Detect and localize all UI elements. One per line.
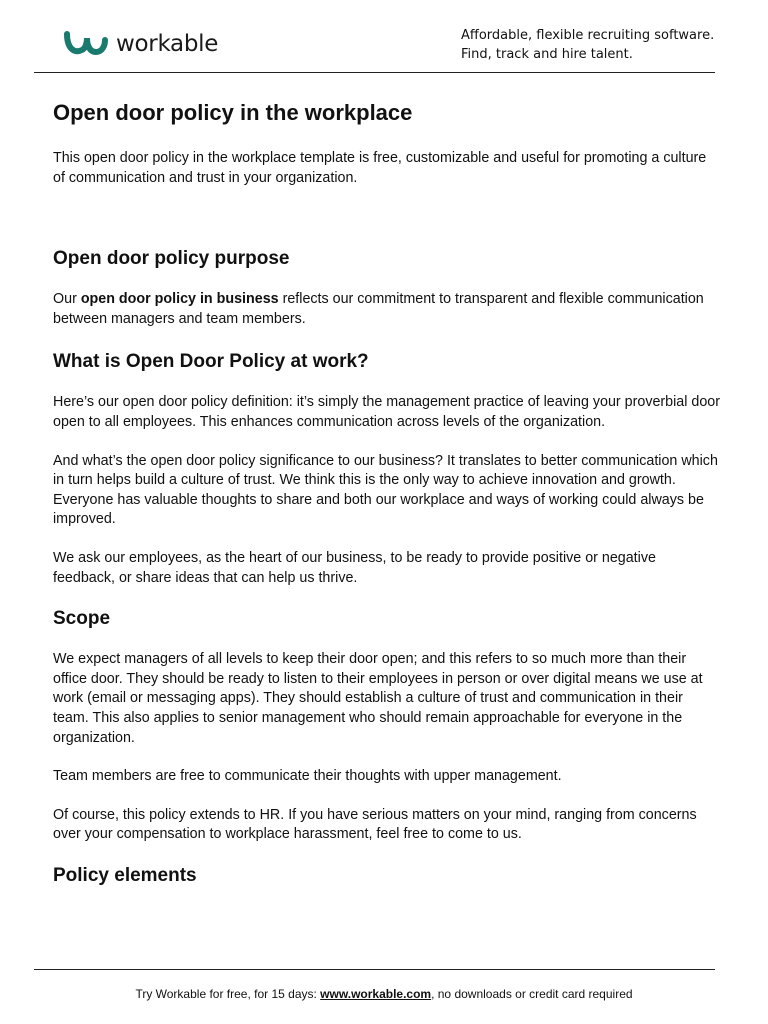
workable-logo-icon [64, 30, 110, 58]
scope-paragraph-1: We expect managers of all levels to keep their door open; and this refers to so much more than their office door. They should be ready to listen to their employees in person or over digital means we use at work (email or messaging apps). They should establish a culture of trust and communication in their team. This also applies to senior management who should remain approachable for everyone in the organization. [53, 651, 703, 746]
purpose-prefix: Our [53, 291, 81, 308]
section-heading-policy-elements: Policy elements [53, 864, 197, 886]
purpose-bold-term: open door policy in business [80, 291, 279, 308]
what-is-paragraph-3: We ask our employees, as the heart of our business, to be ready to provide positive or negative feedback, or share ideas that can help us thrive. [53, 549, 656, 586]
workable-logo[interactable] [64, 30, 218, 58]
scope-paragraph-3: Of course, this policy extends to HR. If you have serious matters on your mind, ranging from concerns over your compensation to workplace harassment, feel free to come to us. [53, 806, 697, 843]
purpose-paragraph [53, 290, 721, 329]
footer-prefix: Try Workable for free, for 15 days: [135, 987, 321, 1001]
purpose-suffix: reflects our commitment to transparent and flexible communication between managers and team members. [53, 291, 704, 327]
what-is-paragraph-2: And what’s the open door policy significance to our business? It translates to better communication which in turn helps build a culture of trust. We think this is the only way to achieve innovation and growth. Everyone has valuable thoughts to share and both our workplace and ways of working could always be improved. [53, 452, 718, 528]
intro-paragraph: This open door policy in the workplace template is free, customizable and useful for promoting a culture of communication and trust in your organization. [53, 150, 707, 186]
header-tagline [461, 26, 714, 64]
page-footer [0, 987, 768, 1001]
brand-name: workable [116, 31, 219, 57]
page-header [0, 0, 768, 74]
tagline-line-2: Find, track and hire talent. [461, 47, 633, 62]
what-is-paragraph-1: Here’s our open door policy definition: it’s simply the management practice of leaving your proverbial door open to all employees. This enhances communication across levels of the organization. [53, 394, 721, 430]
footer-suffix: , no downloads or credit card required [431, 987, 633, 1001]
scope-paragraph-2: Team members are free to communicate their thoughts with upper management. [53, 768, 562, 785]
tagline-line-1: Affordable, flexible recruiting software. [461, 28, 715, 43]
section-heading-scope: Scope [53, 608, 111, 630]
document-title: Open door policy in the workplace [53, 100, 413, 125]
section-heading-purpose: Open door policy purpose [53, 248, 290, 270]
document-body [53, 98, 721, 889]
footer-divider [34, 969, 715, 970]
footer-link[interactable]: www.workable.com [320, 987, 432, 1001]
header-divider [34, 72, 715, 73]
section-heading-what-is: What is Open Door Policy at work? [53, 351, 369, 373]
